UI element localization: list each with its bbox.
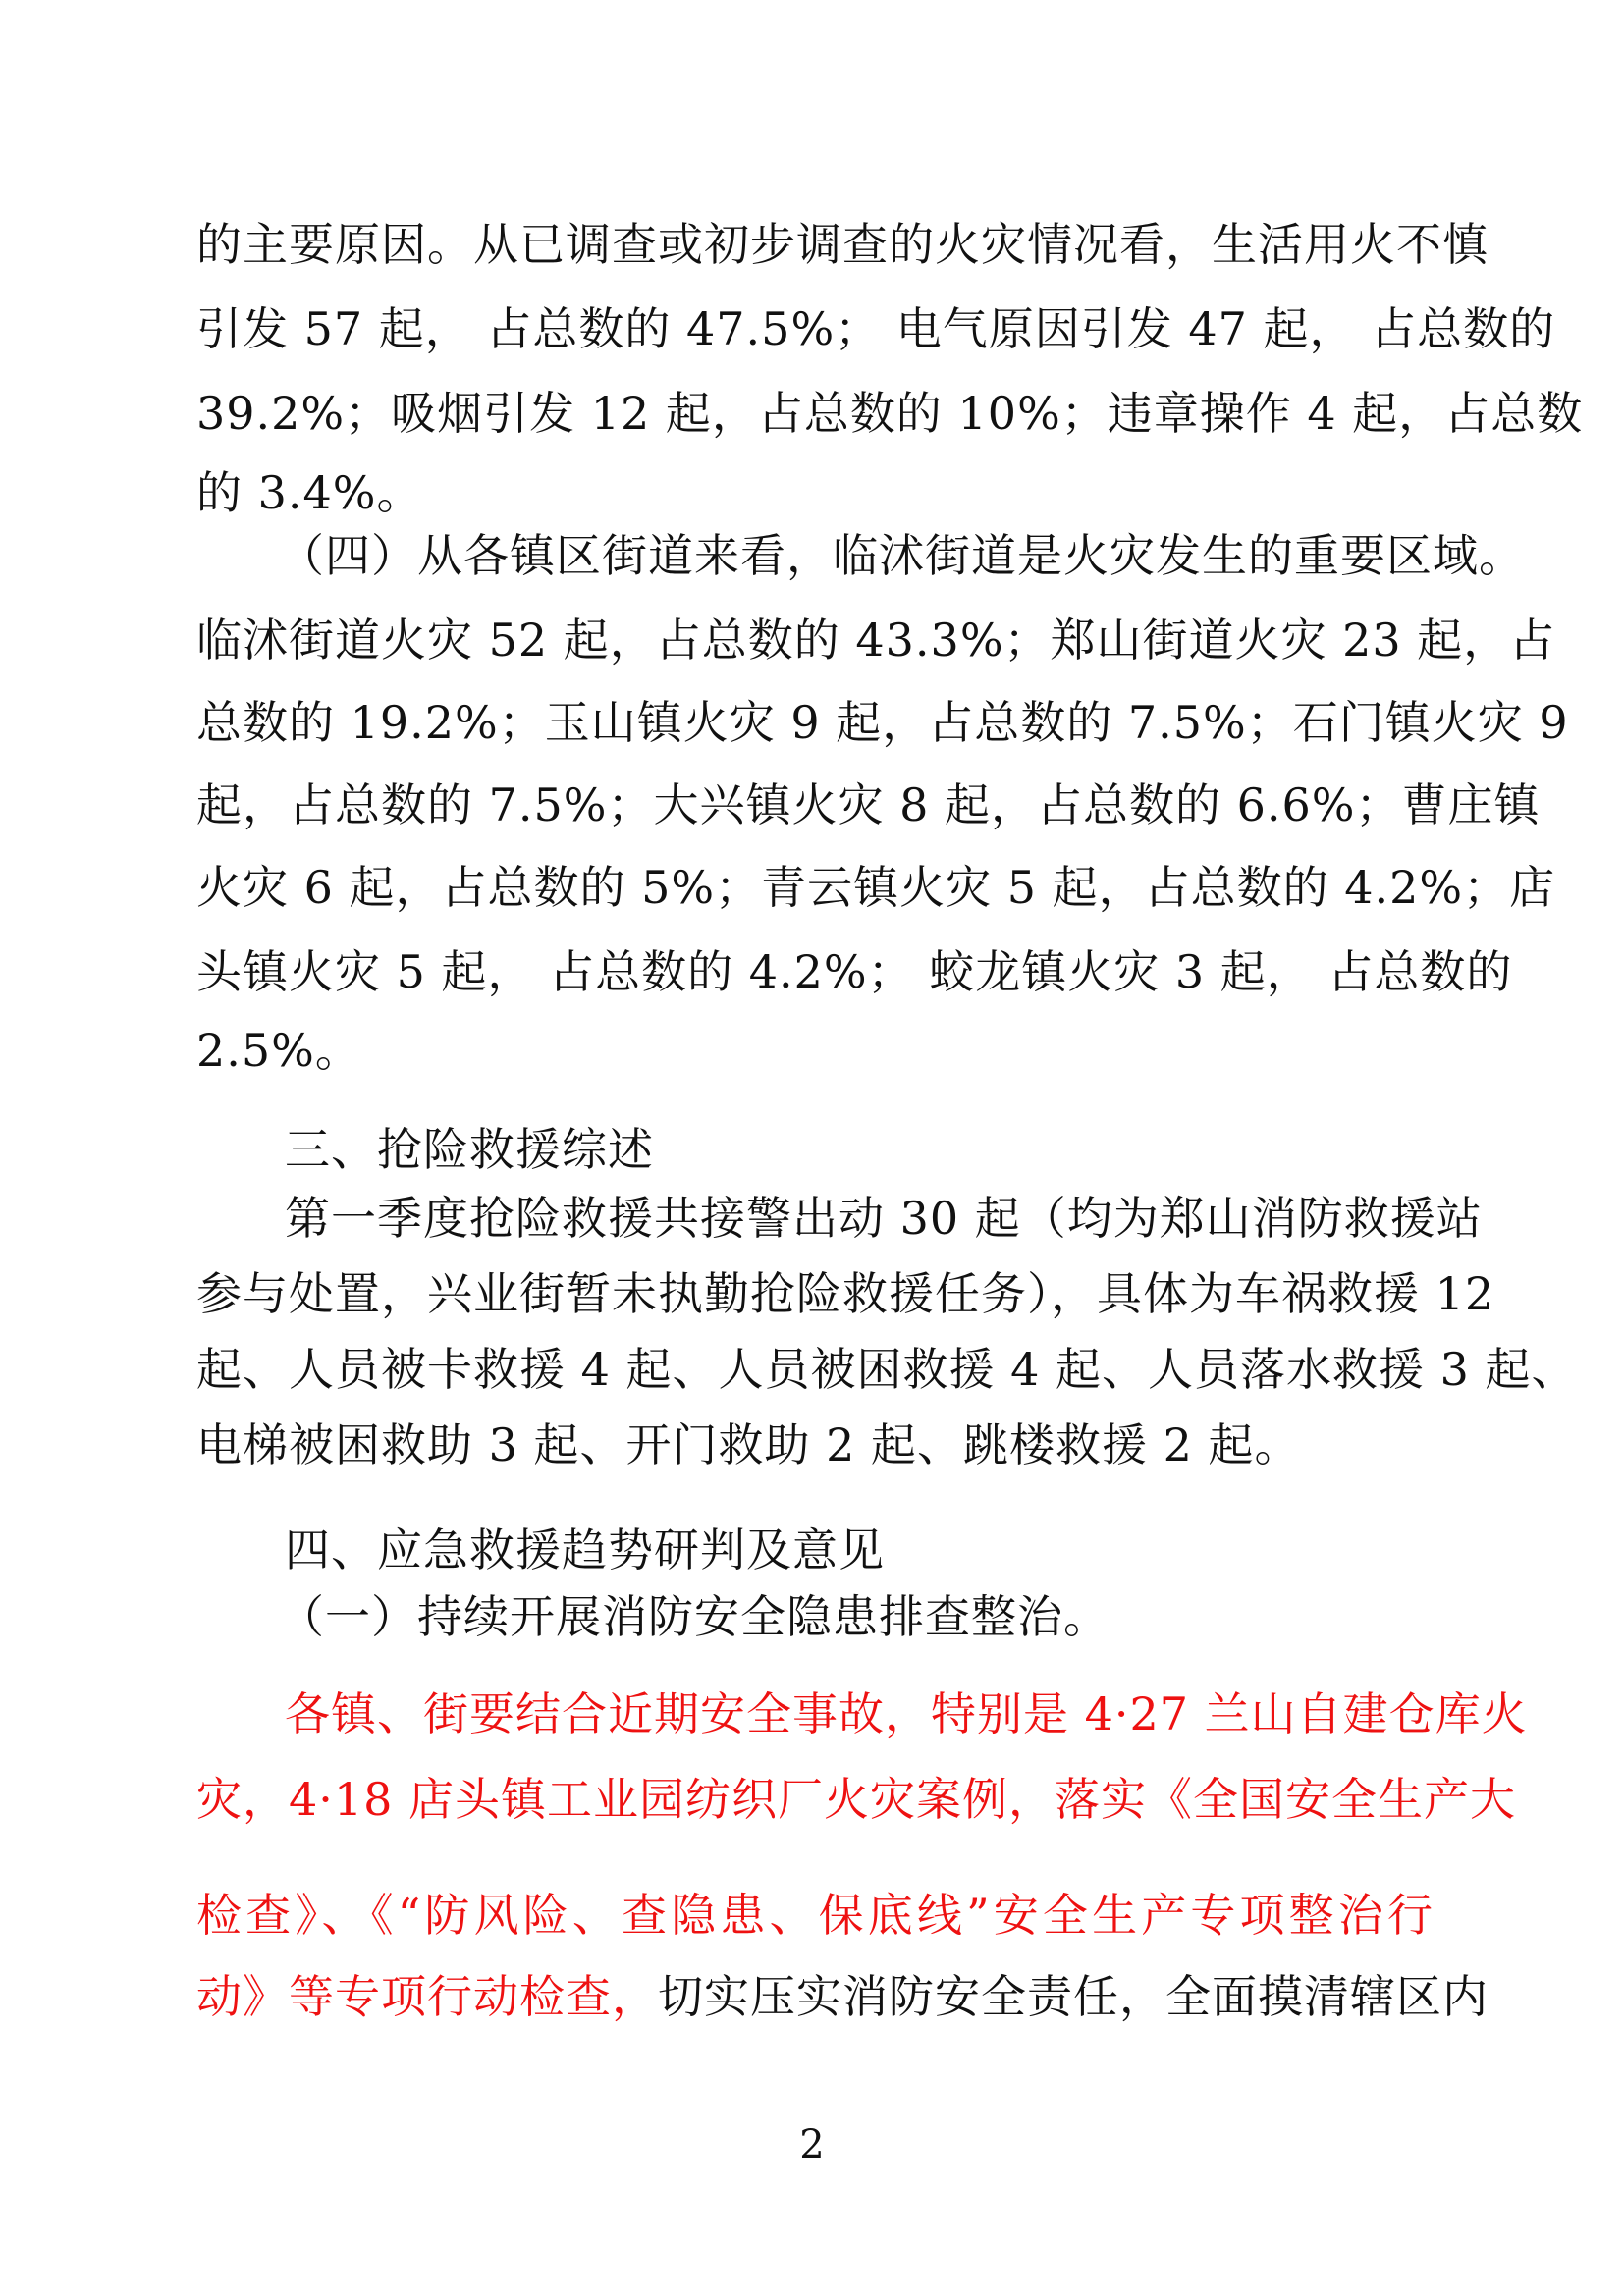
- text-line: 的主要原因。从已调查或初步调查的火灾情况看，生活用火不慎: [196, 218, 1489, 271]
- text-line: 的 3.4%。: [196, 466, 423, 519]
- text-line: 火灾 6 起，占总数的 5%；青云镇火灾 5 起，占总数的 4.2%；店: [196, 861, 1556, 914]
- section-heading-three: 三、抢险救援综述: [285, 1123, 654, 1176]
- text-line: 参与处置，兴业街暂未执勤抢险救援任务），具体为车祸救援 12: [196, 1267, 1495, 1320]
- highlighted-text-line: 灾，4·18 店头镇工业园纺织厂火灾案例，落实《全国安全生产大: [196, 1773, 1517, 1826]
- text-line: 电梯被困救助 3 起、开门救助 2 起、跳楼救援 2 起。: [196, 1418, 1301, 1471]
- text-line: 临沭街道火灾 52 起，占总数的 43.3%；郑山街道火灾 23 起，占: [196, 614, 1556, 667]
- highlighted-text-line: 各镇、街要结合近期安全事故，特别是 4·27 兰山自建仓库火: [285, 1687, 1528, 1740]
- section-heading-four-main: 四、应急救援趋势研判及意见: [285, 1523, 885, 1576]
- highlighted-text-line: 检查》、《“防风险、查隐患、保底线”安全生产专项整治行: [196, 1889, 1434, 1942]
- text-line: 引发 57 起， 占总数的 47.5%； 电气原因引发 47 起， 占总数的: [196, 302, 1556, 355]
- text-line: 第一季度抢险救援共接警出动 30 起（均为郑山消防救援站: [285, 1192, 1483, 1245]
- text-line: 总数的 19.2%；玉山镇火灾 9 起，占总数的 7.5%；石门镇火灾 9: [196, 696, 1569, 749]
- text-line: 头镇火灾 5 起， 占总数的 4.2%； 蛟龙镇火灾 3 起， 占总数的: [196, 945, 1513, 998]
- subsection-heading: （一）持续开展消防安全隐患排查整治。: [279, 1590, 1110, 1643]
- text-line: 起，占总数的 7.5%；大兴镇火灾 8 起，占总数的 6.6%；曹庄镇: [196, 778, 1541, 831]
- section-heading-four: （四）从各镇区街道来看，临沭街道是火灾发生的重要区域。: [279, 529, 1525, 582]
- text-line: 2.5%。: [196, 1024, 361, 1077]
- text-line: 39.2%；吸烟引发 12 起，占总数的 10%；违章操作 4 起，占总数: [196, 387, 1584, 440]
- mixed-text-line: [196, 1967, 1489, 2026]
- plain-segment: 切实压实消防安全责任，全面摸清辖区内: [658, 1970, 1489, 2023]
- page-number: 2: [799, 2122, 825, 2167]
- highlighted-segment: 动》等专项行动检查，: [196, 1970, 658, 2023]
- text-line: 起、人员被卡救援 4 起、人员被困救援 4 起、人员落水救援 3 起、: [196, 1343, 1578, 1396]
